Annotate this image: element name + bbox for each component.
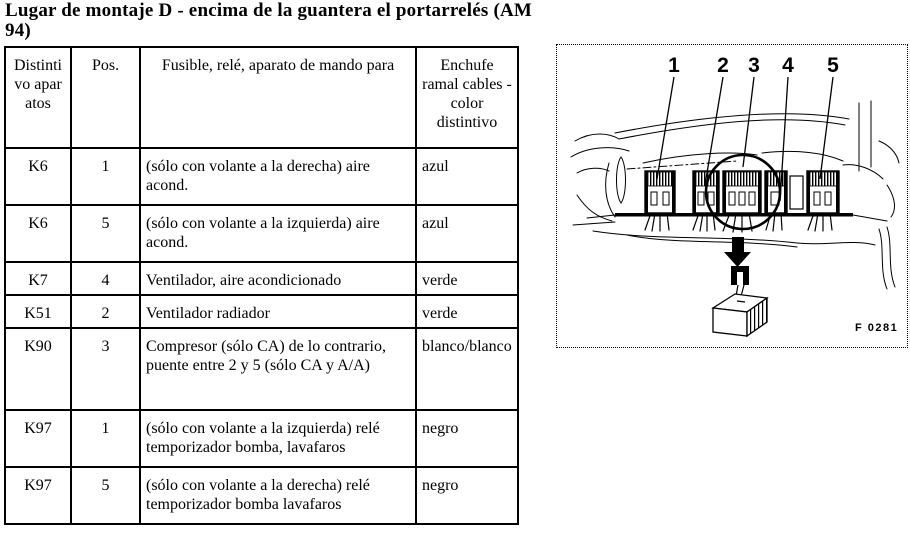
position: 1 <box>71 410 140 467</box>
description: Ventilador radiador <box>140 295 416 328</box>
device-code: K97 <box>5 467 71 524</box>
description: (sólo con volante a la derecha) aire acond. <box>140 148 416 205</box>
table-header-row <box>5 47 518 148</box>
page-title: Lugar de montaje D - encima de la guantera el portarrelés (AM 94) <box>5 0 533 41</box>
callout-3: 3 <box>748 54 760 77</box>
relay-box-drawing <box>713 294 767 336</box>
callout-4: 4 <box>782 54 794 77</box>
relay-bank-drawing <box>615 171 853 232</box>
table-row <box>5 328 518 410</box>
plug-color: negro <box>416 467 518 524</box>
header-plug-color: Enchufe ramal cables - color distintivo <box>416 47 518 148</box>
description: Ventilador, aire acondicionado <box>140 262 416 295</box>
table-row <box>5 410 518 467</box>
plug-color: azul <box>416 148 518 205</box>
table-row <box>5 262 518 295</box>
description: (sólo con volante a la izquierda) relé temporizador bomba, lavafaros <box>140 410 416 467</box>
callout-5: 5 <box>827 54 839 77</box>
description: (sólo con volante a la izquierda) aire acond. <box>140 205 416 262</box>
plug-color: verde <box>416 262 518 295</box>
callout-2: 2 <box>717 54 729 77</box>
position: 1 <box>71 148 140 205</box>
plug-color: negro <box>416 410 518 467</box>
plug-color: verde <box>416 295 518 328</box>
device-code: K7 <box>5 262 71 295</box>
callout-1: 1 <box>668 54 680 77</box>
description: (sólo con volante a la derecha) relé temporizador bomba lavafaros <box>140 467 416 524</box>
location-diagram <box>556 44 908 348</box>
position: 4 <box>71 262 140 295</box>
device-code: K6 <box>5 205 71 262</box>
device-code: K6 <box>5 148 71 205</box>
plug-color: blanco/blanco <box>416 328 518 410</box>
figure-number: F 0281 <box>855 322 899 334</box>
header-description: Fusible, relé, aparato de mando para <box>140 47 416 148</box>
down-arrow-icon <box>724 237 751 267</box>
position: 5 <box>71 205 140 262</box>
relay-table <box>4 46 519 525</box>
header-device-code: Distintivo aparatos <box>5 47 71 148</box>
device-code: K51 <box>5 295 71 328</box>
table-row <box>5 148 518 205</box>
description: Compresor (sólo CA) de lo contrario, puente entre 2 y 5 (sólo CA y A/A) <box>140 328 416 410</box>
device-code: K90 <box>5 328 71 410</box>
position: 5 <box>71 467 140 524</box>
position: 3 <box>71 328 140 410</box>
device-code: K97 <box>5 410 71 467</box>
table-row <box>5 295 518 328</box>
position: 2 <box>71 295 140 328</box>
header-position: Pos. <box>71 47 140 148</box>
plug-color: azul <box>416 205 518 262</box>
table-row <box>5 467 518 524</box>
table-row <box>5 205 518 262</box>
